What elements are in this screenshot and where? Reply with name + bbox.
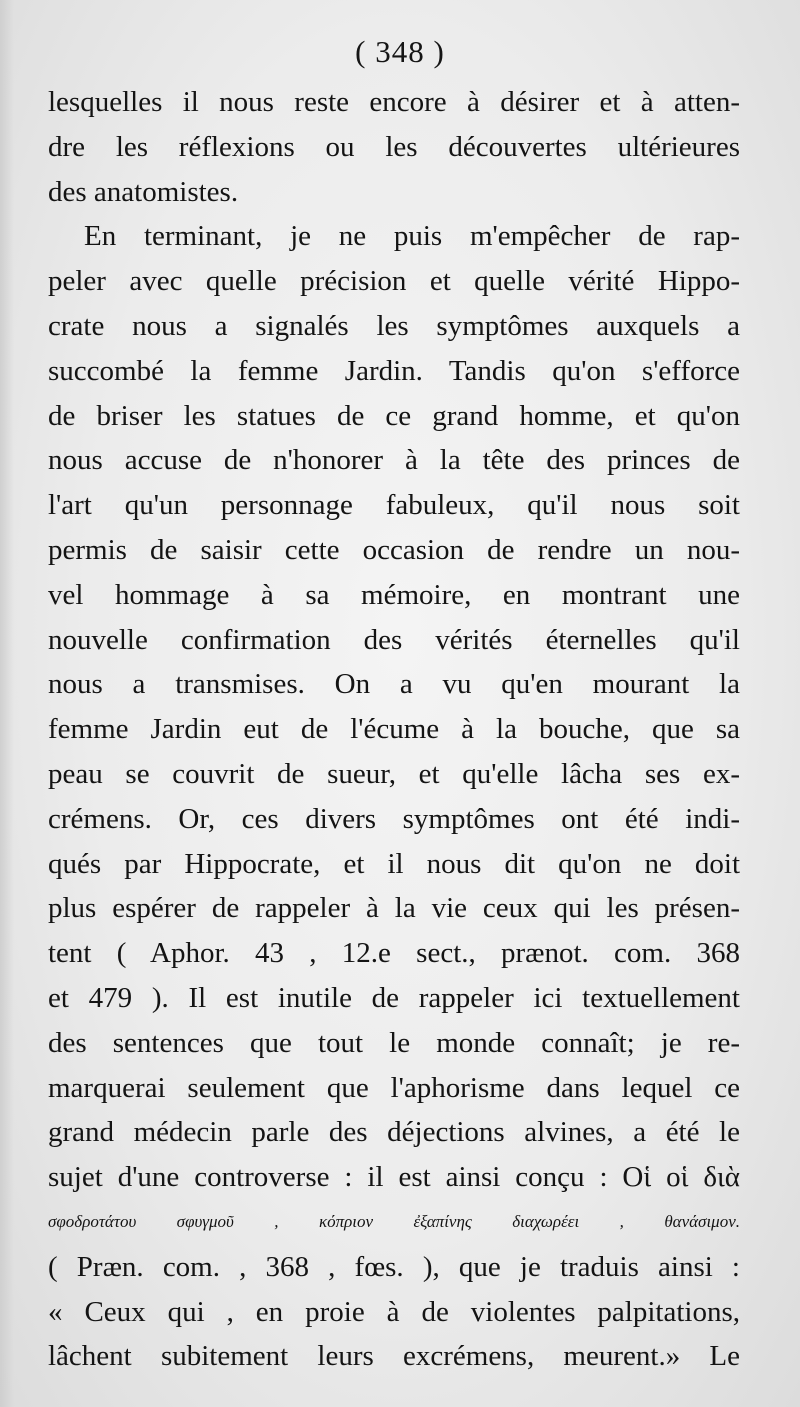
text-line: des sentences que tout le monde connaît; je re-	[48, 1026, 740, 1059]
text-line: sujet d'une controverse : il est ainsi conçu : Οἱ οἱ διὰ	[48, 1161, 740, 1194]
text-line: ( Præn. com. , 368 , fœs. ), que je traduis ainsi :	[48, 1250, 740, 1283]
text-line: crémens. Or, ces divers symptômes ont été indi-	[48, 802, 740, 835]
text-line: tent ( Aphor. 43 , 12.e sect., prænot. com. 368	[48, 937, 740, 970]
text-line: grand médecin parle des déjections alvines, a été le	[48, 1116, 740, 1149]
text-line: femme Jardin eut de l'écume à la bouche, que sa	[48, 713, 740, 746]
greek-quotation-line: σφοδροτάτου σφυγμοῦ , κόπριον ἐξαπίνης διαχωρέει , θανάσιμον.	[48, 1211, 740, 1231]
page-body-text	[48, 80, 740, 1379]
text-line: l'art qu'un personnage fabuleux, qu'il nous soit	[48, 489, 740, 522]
text-line: succombé la femme Jardin. Tandis qu'on s'efforce	[48, 354, 740, 387]
text-line: qués par Hippocrate, et il nous dit qu'on ne doit	[48, 847, 740, 880]
text-line: lâchent subitement leurs excrémens, meurent.» Le	[48, 1340, 740, 1373]
page-edge-shadow	[0, 0, 14, 1407]
text-line: peler avec quelle précision et quelle vérité Hippo-	[48, 265, 740, 298]
text-line: « Ceux qui , en proie à de violentes palpitations,	[48, 1295, 740, 1328]
text-line: lesquelles il nous reste encore à désirer et à atten-	[48, 86, 740, 118]
page-number-header: ( 348 )	[355, 34, 445, 69]
text-line: vel hommage à sa mémoire, en montrant une	[48, 578, 740, 611]
text-line: nous a transmises. On a vu qu'en mourant la	[48, 668, 740, 701]
text-line: permis de saisir cette occasion de rendre un nou-	[48, 533, 740, 566]
text-line: et 479 ). Il est inutile de rappeler ici textuellement	[48, 981, 740, 1014]
text-line: nouvelle confirmation des vérités éternelles qu'il	[48, 623, 740, 656]
text-line: dre les réflexions ou les découvertes ultérieures	[48, 130, 740, 163]
text-line: crate nous a signalés les symptômes auxquels a	[48, 309, 740, 342]
text-line: En terminant, je ne puis m'empêcher de rap-	[84, 220, 740, 253]
text-line: marquerai seulement que l'aphorisme dans lequel ce	[48, 1071, 740, 1104]
text-line: peau se couvrit de sueur, et qu'elle lâcha ses ex-	[48, 757, 740, 790]
text-line: de briser les statues de ce grand homme, et qu'on	[48, 399, 740, 432]
text-line: nous accuse de n'honorer à la tête des princes de	[48, 444, 740, 477]
text-line: des anatomistes.	[48, 175, 239, 208]
text-line: plus espérer de rappeler à la vie ceux qui les présen-	[48, 892, 740, 925]
